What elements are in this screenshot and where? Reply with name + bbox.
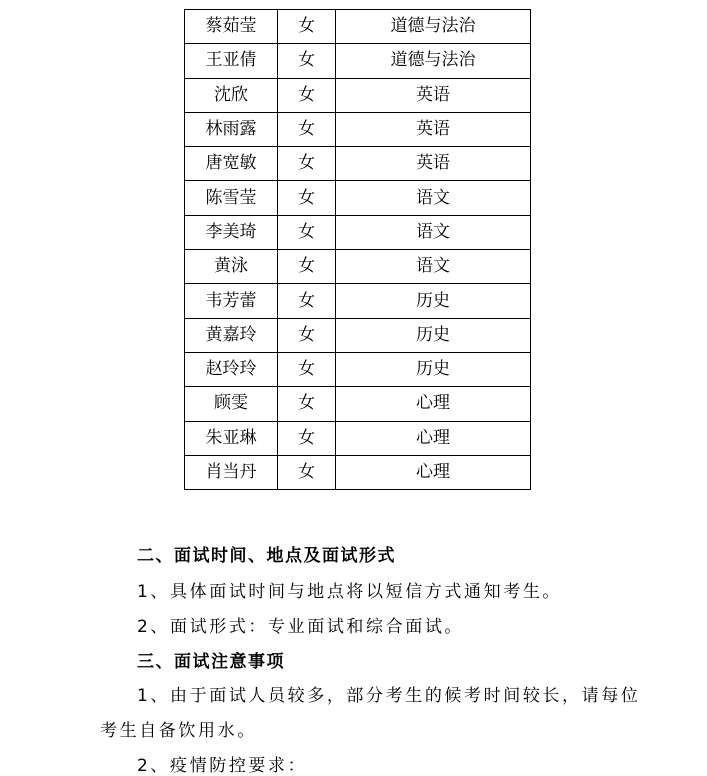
cell-name: 王亚倩 [185, 44, 278, 78]
cell-gender: 女 [278, 352, 336, 386]
cell-gender: 女 [278, 250, 336, 284]
cell-name: 陈雪莹 [185, 181, 278, 215]
cell-subject: 历史 [336, 318, 531, 352]
table-row [185, 318, 531, 352]
table-row [185, 352, 531, 386]
table-row [185, 387, 531, 421]
cell-gender: 女 [278, 181, 336, 215]
cell-gender: 女 [278, 147, 336, 181]
paragraph: 1、由于面试人员较多，部分考生的候考时间较长，请每位 [137, 686, 641, 706]
cell-gender: 女 [278, 318, 336, 352]
cell-name: 肖当丹 [185, 455, 278, 489]
cell-subject: 道德与法治 [336, 44, 531, 78]
paragraph: 1、具体面试时间与地点将以短信方式通知考生。 [137, 582, 563, 602]
cell-gender: 女 [278, 112, 336, 146]
table-row [185, 455, 531, 489]
cell-subject: 心理 [336, 387, 531, 421]
cell-name: 李美琦 [185, 215, 278, 249]
cell-subject: 道德与法治 [336, 10, 531, 44]
section-heading-notes: 三、面试注意事项 [137, 652, 285, 672]
cell-gender: 女 [278, 455, 336, 489]
paragraph: 2、面试形式：专业面试和综合面试。 [137, 617, 465, 637]
cell-name: 黄泳 [185, 250, 278, 284]
table-row [185, 421, 531, 455]
cell-subject: 历史 [336, 352, 531, 386]
table-row [185, 112, 531, 146]
cell-subject: 英语 [336, 147, 531, 181]
cell-gender: 女 [278, 78, 336, 112]
cell-name: 唐宽敏 [185, 147, 278, 181]
table-row [185, 215, 531, 249]
cell-subject: 历史 [336, 284, 531, 318]
cell-name: 赵玲玲 [185, 352, 278, 386]
table-row [185, 250, 531, 284]
table-row [185, 78, 531, 112]
candidate-table [184, 9, 531, 490]
cell-subject: 语文 [336, 181, 531, 215]
cell-name: 沈欣 [185, 78, 278, 112]
cell-name: 朱亚琳 [185, 421, 278, 455]
cell-subject: 语文 [336, 250, 531, 284]
section-heading-interview-time: 二、面试时间、地点及面试形式 [137, 546, 396, 566]
table-row [185, 284, 531, 318]
table-row [185, 147, 531, 181]
cell-gender: 女 [278, 215, 336, 249]
cell-subject: 心理 [336, 421, 531, 455]
cell-subject: 语文 [336, 215, 531, 249]
cell-subject: 心理 [336, 455, 531, 489]
table-row [185, 44, 531, 78]
cell-gender: 女 [278, 44, 336, 78]
cell-name: 韦芳蕾 [185, 284, 278, 318]
paragraph-continuation: 考生自备饮用水。 [100, 721, 257, 741]
cell-gender: 女 [278, 10, 336, 44]
paragraph: 2、疫情防控要求： [137, 756, 308, 776]
cell-gender: 女 [278, 387, 336, 421]
cell-subject: 英语 [336, 78, 531, 112]
cell-name: 顾雯 [185, 387, 278, 421]
table-row [185, 181, 531, 215]
cell-name: 蔡茹莹 [185, 10, 278, 44]
cell-gender: 女 [278, 421, 336, 455]
cell-name: 林雨露 [185, 112, 278, 146]
cell-gender: 女 [278, 284, 336, 318]
cell-name: 黄嘉玲 [185, 318, 278, 352]
table-row [185, 10, 531, 44]
cell-subject: 英语 [336, 112, 531, 146]
